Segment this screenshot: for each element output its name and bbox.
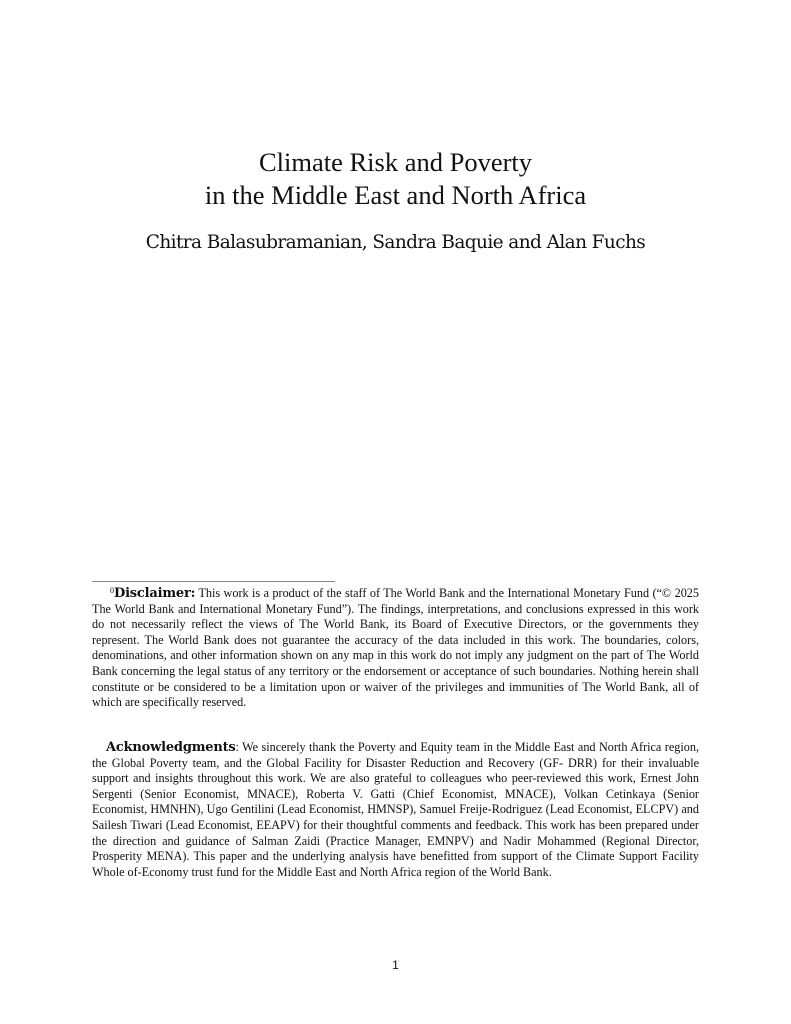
acknowledgments-text: : We sincerely thank the Poverty and Equity team in the Middle East and North Africa region, the Global Poverty team, and the Global Facility for Disaster Reduction and Recovery (GF- DRR) for their invaluable support and insights throughout this work. We are also grateful to colleagues who peer-reviewed this work, Ernest John Sergenti (Senior Economist, MNACE), Roberta V. Gatti (Chief Economist, MNACE), Volkan Cetinkaya (Senior Economist, HMNHN), Ugo Gentilini (Lead Economist, HMNSP), Samuel Freije-Rodriguez (Lead Economist, ELCPV) and Sailesh Tiwari (Lead Economist, EEAPV) for their thoughtful comments and feedback. This work has been prepared under the direction and guidance of Salman Zaidi (Practice Manager, EMNPV) and Nadir Mohammed (Regional Director, Prosperity MENA). This paper and the underlying analysis have benefitted from support of the Climate Support Facility Whole of-Economy trust fund for the Middle East and North Africa region of the World Bank. — [92, 740, 699, 879]
footnote-marker: 0 — [110, 586, 114, 595]
acknowledgments-label: Acknowledgments — [106, 740, 236, 755]
disclaimer-text: This work is a product of the staff of The World Bank and the International Monetary Fund (“© 2025 The World Bank and International Monetary Fund”). The findings, interpretations, and conclusions expressed in this work do not necessarily reflect the views of The World Bank, its Board of Executive Directors, or the governments they represent. The World Bank does not guarantee the accuracy of the data included in this work. The boundaries, colors, denominations, and other information shown on any map in this work do not imply any judgment on the part of The World Bank concerning the legal status of any territory or the endorsement or acceptance of such boundaries. Nothing herein shall constitute or be considered to be a limitation upon or waiver of the privileges and immunities of The World Bank, all of which are specifically reserved. — [92, 586, 699, 710]
paper-title — [0, 146, 791, 212]
author-list: Chitra Balasubramanian, Sandra Baquie and Alan Fuchs — [145, 232, 646, 253]
title-line-2: in the Middle East and North Africa — [204, 180, 587, 210]
footnote-separator — [92, 581, 335, 582]
title-line-1: Climate Risk and Poverty — [258, 147, 533, 177]
disclaimer-footnote — [92, 586, 699, 711]
page-number: 1 — [392, 958, 399, 972]
acknowledgments-footnote — [92, 740, 699, 880]
disclaimer-label: Disclaimer: — [114, 586, 196, 601]
